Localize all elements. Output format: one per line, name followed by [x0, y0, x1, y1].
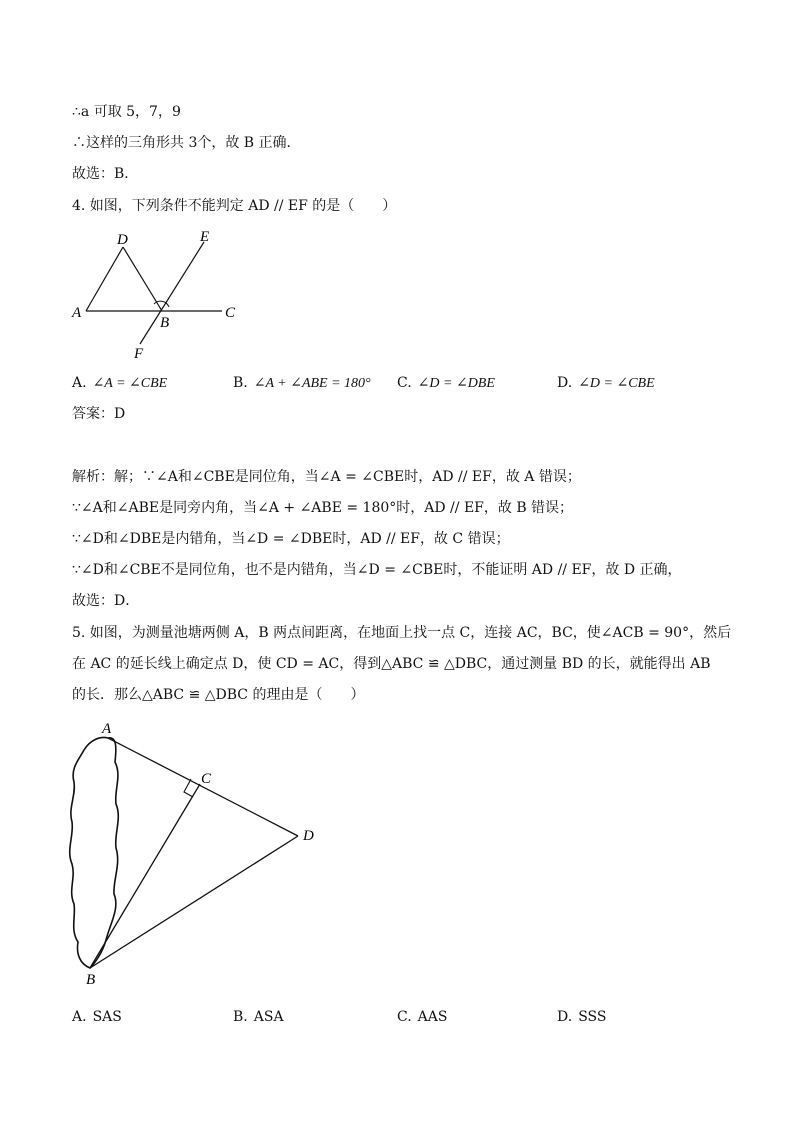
prev-solution-line-2: ∴这样的三角形共 3个，故 B 正确． — [72, 135, 301, 151]
question-5-figure — [66, 718, 326, 998]
q5-option-c-label: C. — [397, 1009, 412, 1025]
q4-analysis-line-3: ∵∠D和∠DBE是内错角，当∠D = ∠DBE时，AD // EF，故 C 错误； — [72, 531, 510, 547]
question-5-stem-line-1: 5. 如图，为测量池塘两侧 A，B 两点间距离，在地面上找一点 C，连接 AC，BC，使∠ACB = 90°，然后 — [72, 625, 732, 641]
q4-option-d-label: D. — [557, 375, 573, 391]
q4-option-a[interactable] — [72, 374, 167, 393]
line-ad — [86, 247, 123, 311]
q4-option-d-text: ∠D = ∠CBE — [578, 376, 655, 391]
line-ad — [108, 738, 298, 836]
line-bd — [90, 836, 298, 968]
q5-option-d[interactable] — [557, 1008, 606, 1026]
line-bc — [90, 784, 200, 968]
q4-option-b-text: ∠A + ∠ABE = 180° — [253, 376, 371, 391]
prev-solution-line-1: ∴a 可取 5，7，9 — [72, 104, 181, 120]
q5-option-d-text: SSS — [578, 1009, 607, 1025]
q4-answer: 答案：D — [72, 406, 126, 422]
q5-option-b-label: B. — [233, 1009, 248, 1025]
q4-analysis-line-2: ∵∠A和∠ABE是同旁内角，当∠A + ∠ABE = 180°时，AD // EF，故 B 错误； — [72, 500, 574, 516]
q5-option-a-text: SAS — [92, 1009, 122, 1025]
q4-analysis-line-1: 解析：解；∵∠A和∠CBE是同位角，当∠A = ∠CBE时，AD // EF，故 A 错误； — [72, 469, 581, 485]
label-a: A — [72, 305, 82, 321]
q4-option-c[interactable] — [397, 374, 495, 393]
q5-option-b[interactable] — [233, 1008, 284, 1026]
label-c: C — [201, 771, 212, 787]
q4-option-c-label: C. — [397, 375, 412, 391]
q4-option-a-text: ∠A = ∠CBE — [92, 376, 168, 391]
line-ef — [140, 242, 204, 344]
question-5-stem-line-3: 的长．那么△ABC ≌ △DBC 的理由是（ ） — [72, 687, 365, 703]
line-db — [123, 247, 162, 311]
q4-option-d[interactable] — [557, 374, 655, 393]
q5-option-b-text: ASA — [253, 1009, 284, 1025]
prev-solution-line-3: 故选：B． — [72, 166, 139, 182]
q5-option-c-text: AAS — [417, 1009, 448, 1025]
label-d: D — [117, 232, 128, 248]
label-b: B — [160, 315, 170, 331]
q5-option-c[interactable] — [397, 1008, 447, 1026]
question-4-figure — [66, 222, 256, 362]
question-5-stem-line-2: 在 AC 的延长线上确定点 D，使 CD = AC，得到△ABC ≌ △DBC，通过测量 BD 的长，就能得出 AB — [72, 656, 711, 672]
q4-option-b[interactable] — [233, 374, 371, 393]
label-c: C — [225, 305, 236, 321]
question-4-stem: 4. 如图，下列条件不能判定 AD // EF 的是（ ） — [72, 198, 397, 214]
q4-option-b-label: B. — [233, 375, 248, 391]
q4-option-c-text: ∠D = ∠DBE — [417, 376, 495, 391]
q5-option-d-label: D. — [557, 1009, 573, 1025]
label-a: A — [102, 721, 112, 737]
q4-analysis-line-5: 故选：D． — [72, 593, 140, 609]
q4-analysis-line-4: ∵∠D和∠CBE不是同位角，也不是内错角，当∠D = ∠CBE时，不能证明 AD // EF，故 D 正确， — [72, 562, 682, 578]
q4-option-a-label: A. — [72, 375, 87, 391]
label-f: F — [134, 346, 144, 362]
label-d: D — [303, 828, 314, 844]
q5-option-a[interactable] — [72, 1008, 122, 1026]
q5-option-a-label: A. — [72, 1009, 87, 1025]
label-b: B — [86, 972, 96, 988]
label-e: E — [200, 229, 210, 245]
